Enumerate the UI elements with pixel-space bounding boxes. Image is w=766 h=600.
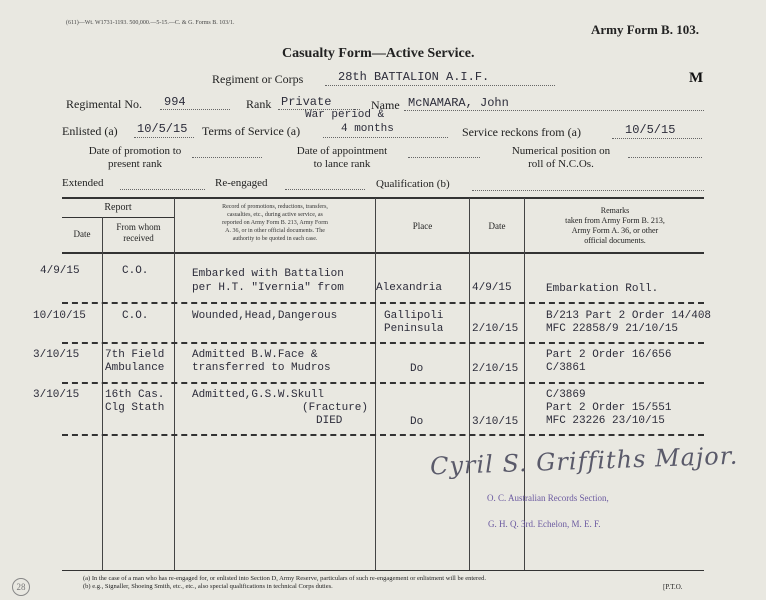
row-2-date2: 2/10/15 <box>472 323 519 335</box>
row-3-remark-1: Part 2 Order 16/656 <box>546 349 672 361</box>
row-3-record-1: Admitted B.W.Face & <box>192 349 318 361</box>
corner-mark: 28 <box>12 578 30 596</box>
row-3-record-2: transferred to Mudros <box>192 362 331 374</box>
regimental-no-underline <box>160 109 230 110</box>
row-4-divider <box>62 434 704 436</box>
reckons-underline <box>612 138 702 139</box>
row-3-date2: 2/10/15 <box>472 363 519 375</box>
row-2-date: 10/10/15 <box>33 310 86 322</box>
col-date-header: Date <box>73 229 91 239</box>
row-2-place-1: Gallipoli <box>384 310 444 322</box>
print-code: (611)—Wt. W1731-1193. 500,000.—5-15.—C. & G. Forms B. 103/1. <box>66 20 235 26</box>
row-4-remark-1: C/3869 <box>546 389 586 401</box>
row-2-record-1: Wounded,Head,Dangerous <box>192 310 338 322</box>
regiment-underline <box>325 85 555 86</box>
table-top-rule <box>62 197 704 199</box>
col-divider-4 <box>469 198 470 570</box>
row-3-remark-2: C/3861 <box>546 362 586 374</box>
footnote-a: (a) In the case of a man who has re-engaged for, or enlisted into Section D, Army Reserve, particulars of such re-engagement or enlistment will be entered. <box>83 575 486 582</box>
row-4-date: 3/10/15 <box>33 389 80 401</box>
terms-value-1: War period & <box>305 109 385 121</box>
reengaged-label: Re-engaged <box>215 177 268 189</box>
col-place-header: Place <box>412 221 433 231</box>
col-divider-1 <box>102 217 103 570</box>
col-divider-2 <box>174 198 175 570</box>
promotion-label: Date of promotion to present rank <box>88 145 182 170</box>
form-number: Army Form B. 103. <box>591 22 699 37</box>
appointment-underline <box>408 157 480 158</box>
col-date2-header: Date <box>488 221 506 231</box>
row-3-divider <box>62 382 704 384</box>
reckons-value: 10/5/15 <box>625 123 676 137</box>
name-value: McNAMARA, John <box>408 96 509 110</box>
table-header-rule <box>62 252 704 254</box>
row-1-divider <box>62 302 704 304</box>
stamp-line-1: O. C. Australian Records Section, <box>487 493 609 503</box>
enlisted-value: 10/5/15 <box>137 122 188 136</box>
qualification-underline <box>472 190 704 191</box>
row-2-divider <box>62 342 704 344</box>
report-subrule <box>62 217 174 218</box>
terms-value-2: 4 months <box>341 123 394 135</box>
name-label: Name <box>371 98 400 112</box>
signature: Cyril S. Griffiths Major. <box>429 441 739 481</box>
report-header: Report <box>104 202 132 213</box>
name-underline <box>404 110 704 111</box>
reckons-label: Service reckons from (a) <box>462 125 581 139</box>
numerical-label: Numerical position on roll of N.C.Os. <box>511 145 611 170</box>
tag-mark: M <box>689 70 704 86</box>
qualification-label: Qualification (b) <box>376 178 450 190</box>
rank-label: Rank <box>246 97 272 111</box>
row-4-remark-3: MFC 23226 23/10/15 <box>546 415 665 427</box>
regiment-label: Regiment or Corps <box>212 72 304 86</box>
footnote-b: (b) e.g., Signaller, Shoeing Smith, etc., etc., also special qualifications in technical Corps duties. <box>83 583 333 590</box>
col-from-header: From whom received <box>116 222 161 243</box>
row-1-from: C.O. <box>122 265 149 277</box>
extended-label: Extended <box>62 177 104 189</box>
row-2-from: C.O. <box>122 310 149 322</box>
regimental-no-value: 994 <box>164 95 186 109</box>
col-record-header: Record of promotions, reductions, transfers, casualties, etc., during active service, as reported on Army Form B. 213, Army Form A. 36, or in other official documents. The authority to be quoted in each case. <box>222 204 328 242</box>
row-3-place: Do <box>410 363 424 375</box>
col-remarks-header: Remarks taken from Army Form B. 213, Army Form A. 36, or other official documents. <box>565 206 665 245</box>
pto-mark: [P.T.O. <box>663 583 683 591</box>
terms-label: Terms of Service (a) <box>202 124 301 138</box>
row-1-date2: 4/9/15 <box>472 282 512 294</box>
form-title: Casualty Form—Active Service. <box>282 46 475 61</box>
rank-value: Private <box>281 95 332 109</box>
regimental-no-label: Regimental No. <box>66 97 142 111</box>
extended-underline <box>120 189 205 190</box>
row-3-date: 3/10/15 <box>33 349 80 361</box>
regiment-value: 28th BATTALION A.I.F. <box>338 70 490 84</box>
row-4-from-2: Clg Stath <box>105 402 165 414</box>
col-divider-3 <box>375 198 376 570</box>
row-1-record-1: Embarked with Battalion <box>192 268 344 280</box>
row-3-from-2: Ambulance <box>105 362 165 374</box>
row-4-record-2: (Fracture) <box>302 402 369 414</box>
row-4-date2: 3/10/15 <box>472 416 519 428</box>
row-4-record-3: DIED <box>316 415 343 427</box>
row-1-place: Alexandria <box>376 282 443 294</box>
row-1-record-2: per H.T. "Ivernia" from <box>192 282 344 294</box>
footnote-rule <box>62 570 704 571</box>
enlisted-underline <box>134 137 194 138</box>
col-divider-5 <box>524 198 525 570</box>
appointment-label: Date of appointment to lance rank <box>296 145 388 170</box>
row-4-from-1: 16th Cas. <box>105 389 165 401</box>
stamp-line-2: G. H. Q. 3rd. Echelon, M. E. F. <box>488 519 601 529</box>
row-1-date: 4/9/15 <box>40 265 80 277</box>
enlisted-label: Enlisted (a) <box>62 124 118 138</box>
row-4-place: Do <box>410 416 424 428</box>
row-4-remark-2: Part 2 Order 15/551 <box>546 402 672 414</box>
row-2-remark-1: B/213 Part 2 Order 14/408 <box>546 310 712 322</box>
row-2-place-2: Peninsula <box>384 323 444 335</box>
row-3-from-1: 7th Field <box>105 349 165 361</box>
numerical-underline <box>628 157 702 158</box>
row-4-record-1: Admitted,G.S.W.Skull <box>192 389 325 401</box>
promotion-underline <box>192 157 262 158</box>
row-2-remark-2: MFC 22858/9 21/10/15 <box>546 323 679 335</box>
reengaged-underline <box>285 189 365 190</box>
row-1-remark: Embarkation Roll. <box>546 283 659 295</box>
terms-underline <box>323 137 448 138</box>
